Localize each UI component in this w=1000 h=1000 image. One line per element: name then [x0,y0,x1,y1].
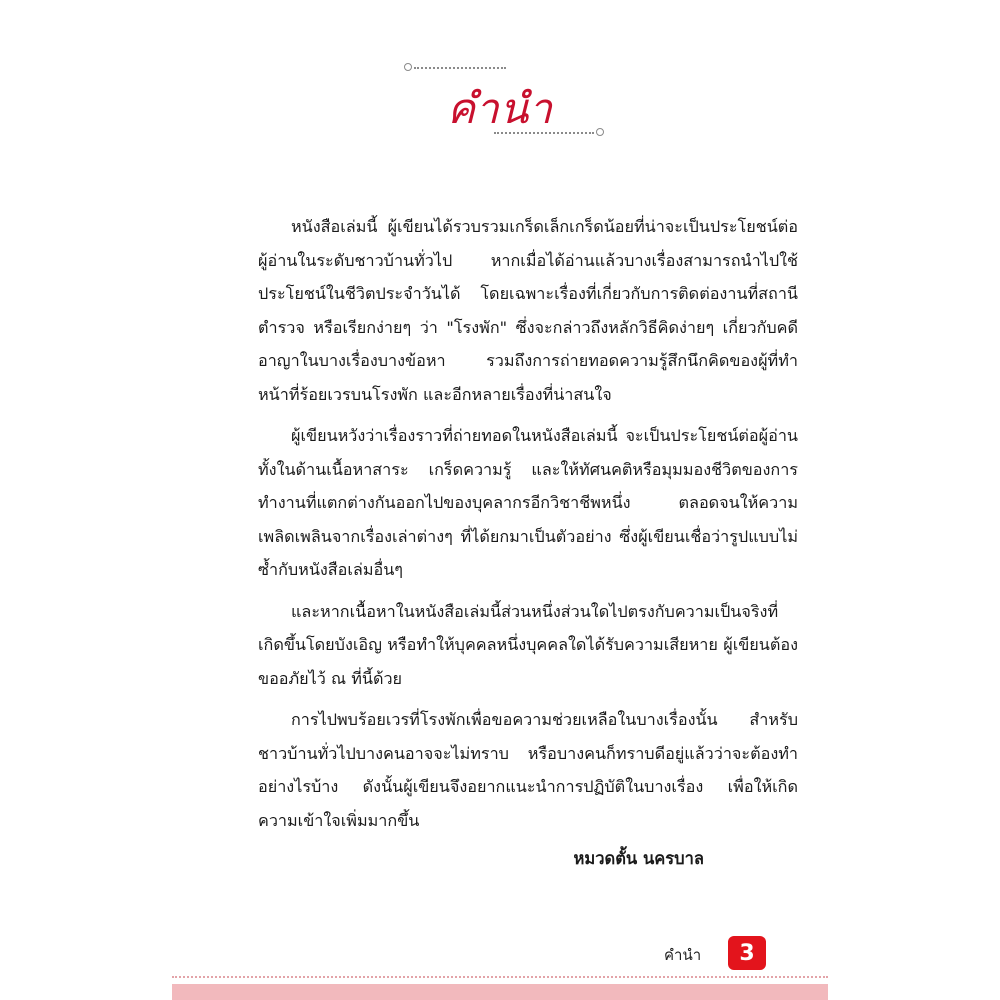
paragraph: การไปพบร้อยเวรที่โรงพักเพื่อขอความช่วยเหลือในบางเรื่องนั้น สำหรับชาวบ้านทั่วไปบางคนอาจจะไม่ทราบ หรือบางคนก็ทราบดีอยู่แล้วว่าจะต้องทำอย่างไรบ้าง ดังนั้นผู้เขียนจึงอยากแนะนำการปฏิบัติในบางเรื่อง เพื่อให้เกิดความเข้าใจเพิ่มมากขึ้น [258,710,798,830]
paragraph: หนังสือเล่มนี้ ผู้เขียนได้รวบรวมเกร็ดเล็กเกร็ดน้อยที่น่าจะเป็นประโยชน์ต่อผู้อ่านในระดับชาวบ้านทั่วไป หากเมื่อได้อ่านแล้วบางเรื่องสามารถนำไปใช้ประโยชน์ในชีวิตประจำวันได้ โดยเฉพาะเรื่องที่เกี่ยวกับการติดต่องานที่สถานีตำรวจ หรือเรียกง่ายๆ ว่า "โรงพัก" ซึ่งจะกล่าวถึงหลักวิธีคิดง่ายๆ เกี่ยวกับคดีอาญาในบางเรื่องบางข้อหา รวมถึงการถ่ายทอดความรู้สึกนึกคิดของผู้ที่ทำหน้าที่ร้อยเวรบนโรงพัก และอีกหลายเรื่องที่น่าสนใจ [258,217,798,404]
paragraph: และหากเนื้อหาในหนังสือเล่มนี้ส่วนหนึ่งส่วนใดไปตรงกับความเป็นจริงที่เกิดขึ้นโดยบังเอิญ หรือทำให้บุคคลหนึ่งบุคคลใดได้รับความเสียหาย ผู้เขียนต้องขออภัยไว้ ณ ที่นี้ด้วย [258,601,798,688]
page-number-badge: 3 [728,936,766,970]
top-ornament-line [414,67,506,69]
top-ornament-circle [404,63,412,71]
footer-band [172,984,828,1000]
page-title: คำนำ [447,84,553,133]
bottom-ornament-line [494,132,594,134]
footer-dotted-line [172,976,828,978]
author-signature: หมวดตั้น นครบาล [573,849,704,868]
bottom-ornament-circle [596,128,604,136]
footer-section-label: คำนำ [664,946,702,964]
paragraph: ผู้เขียนหวังว่าเรื่องราวที่ถ่ายทอดในหนังสือเล่มนี้ จะเป็นประโยชน์ต่อผู้อ่านทั้งในด้านเนื้อหาสาระ เกร็ดความรู้ และให้ทัศนคติหรือมุมมองชีวิตของการทำงานที่แตกต่างกันออกไปของบุคลากรอีกวิชาชีพหนึ่ง ตลอดจนให้ความเพลิดเพลินจากเรื่องเล่าต่างๆ ที่ได้ยกมาเป็นตัวอย่าง ซึ่งผู้เขียนเชื่อว่ารูปแบบไม่ซ้ำกับหนังสือเล่มอื่นๆ [258,426,798,579]
preface-body [258,210,798,845]
